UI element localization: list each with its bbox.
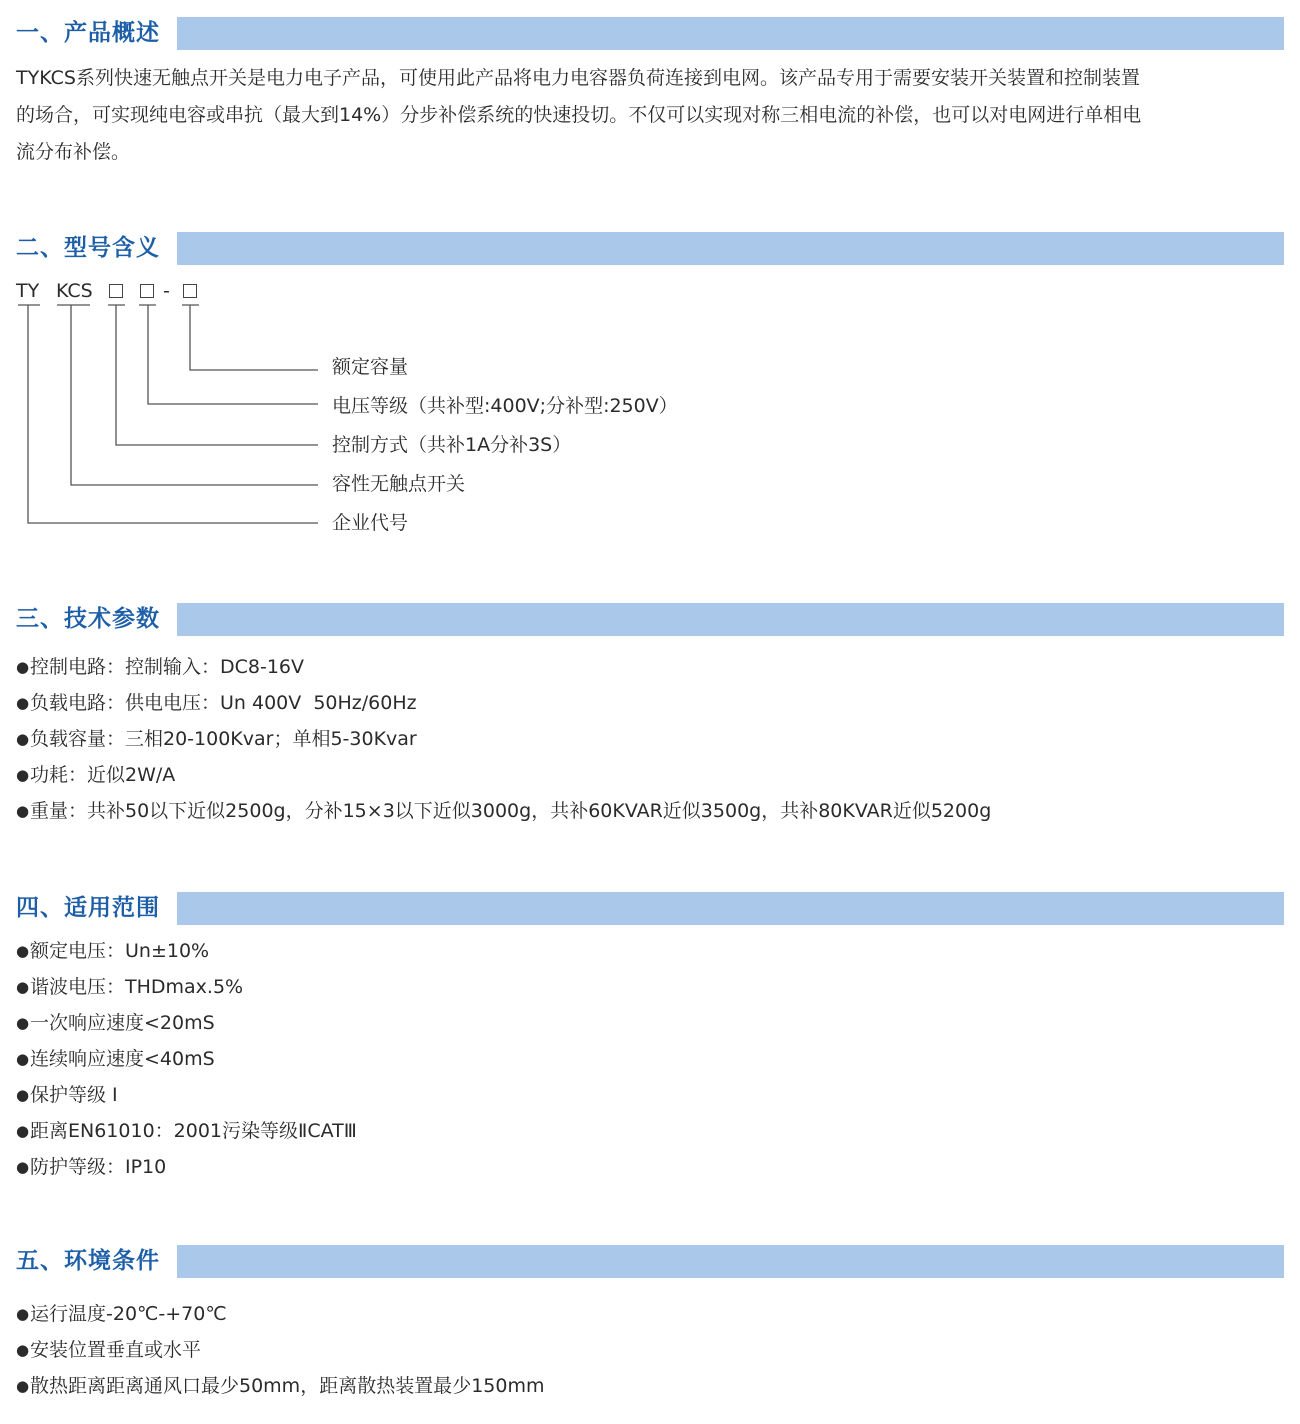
list-item [16, 757, 991, 793]
section-header-scope [16, 892, 1284, 925]
bullet-icon: ● [16, 1086, 30, 1104]
list-item-text: 控制电路：控制输入：DC8-16V [30, 656, 305, 678]
list-item [16, 1332, 544, 1368]
bullet-icon: ● [16, 658, 30, 676]
list-item-text: 运行温度-20℃-+70℃ [30, 1303, 227, 1325]
list-item-text: 负载电路：供电电压：Un 400V 50Hz/60Hz [30, 692, 417, 714]
list-item-text: 一次响应速度<20mS [30, 1012, 215, 1034]
scope-list [16, 933, 357, 1185]
list-item [16, 649, 991, 685]
connector-capacity [190, 305, 318, 370]
model-label-switch: 容性无触点开关 [332, 473, 466, 495]
section-bar [177, 1245, 1284, 1278]
section-header-env [16, 1245, 1284, 1278]
section-title-scope: 四、适用范围 [16, 895, 160, 921]
section-title-env: 五、环境条件 [16, 1248, 160, 1274]
list-item [16, 1005, 357, 1041]
list-item-text: 额定电压：Un±10% [30, 940, 210, 962]
list-item [16, 721, 991, 757]
section-bar [177, 603, 1284, 636]
list-item [16, 1368, 544, 1404]
model-connector-lines [0, 0, 1300, 560]
list-item-text: 防护等级：IP10 [30, 1156, 167, 1178]
overview-line: TYKCS系列快速无触点开关是电力电子产品，可使用此产品将电力电容器负荷连接到电网。该产品专用于需要安装开关装置和控制装置 [16, 67, 1140, 89]
list-item-text: 功耗：近似2W/A [30, 764, 176, 786]
connector-voltage [148, 305, 318, 404]
model-label-voltage: 电压等级（共补型:400V;分补型:250V） [332, 395, 678, 417]
bullet-icon: ● [16, 1341, 30, 1359]
list-item-text: 保护等级 I [30, 1084, 118, 1106]
list-item [16, 793, 991, 829]
model-label-enterprise: 企业代号 [332, 512, 409, 534]
list-item [16, 1296, 544, 1332]
list-item-text: 距离EN61010：2001污染等级ⅡCATⅢ [30, 1120, 357, 1142]
list-item [16, 1077, 357, 1113]
bullet-icon: ● [16, 1050, 30, 1068]
list-item [16, 685, 991, 721]
list-item-text: 谐波电压：THDmax.5% [30, 976, 244, 998]
model-code-kcs: KCS [56, 280, 93, 302]
bullet-icon: ● [16, 1305, 30, 1323]
bullet-icon: ● [16, 1377, 30, 1395]
model-code-dash: - [163, 280, 170, 302]
list-item [16, 1149, 357, 1185]
bullet-icon: ● [16, 766, 30, 784]
bullet-icon: ● [16, 978, 30, 996]
bullet-icon: ● [16, 694, 30, 712]
model-label-control: 控制方式（共补1A分补3S） [332, 434, 572, 456]
bullet-icon: ● [16, 942, 30, 960]
model-label-capacity: 额定容量 [332, 356, 409, 378]
tech-list [16, 649, 991, 829]
section-title-overview: 一、产品概述 [16, 20, 160, 46]
list-item-text: 连续响应速度<40mS [30, 1048, 215, 1070]
list-item [16, 969, 357, 1005]
section-title-model: 二、型号含义 [16, 235, 160, 261]
list-item-text: 散热距离距离通风口最少50mm，距离散热装置最少150mm [30, 1375, 545, 1397]
bullet-icon: ● [16, 1014, 30, 1032]
section-title-tech: 三、技术参数 [16, 606, 160, 632]
bullet-icon: ● [16, 730, 30, 748]
bullet-icon: ● [16, 802, 30, 820]
env-list [16, 1296, 544, 1404]
model-code-ty: TY [16, 280, 40, 302]
bullet-icon: ● [16, 1158, 30, 1176]
connector-control [116, 305, 318, 445]
connector-switch [71, 305, 318, 485]
list-item [16, 1113, 357, 1149]
list-item-text: 安装位置垂直或水平 [30, 1339, 202, 1361]
bullet-icon: ● [16, 1122, 30, 1140]
list-item [16, 1041, 357, 1077]
section-bar [177, 892, 1284, 925]
list-item-text: 负载容量：三相20-100Kvar；单相5-30Kvar [30, 728, 417, 750]
list-item [16, 933, 357, 969]
overview-line: 流分布补偿。 [16, 141, 131, 163]
overview-line: 的场合，可实现纯电容或串抗（最大到14%）分步补偿系统的快速投切。不仅可以实现对称三相电流的补偿，也可以对电网进行单相电 [16, 104, 1142, 126]
list-item-text: 重量：共补50以下近似2500g，分补15×3以下近似3000g，共补60KVAR近似3500g，共补80KVAR近似5200g [30, 800, 992, 822]
section-header-tech [16, 603, 1284, 636]
